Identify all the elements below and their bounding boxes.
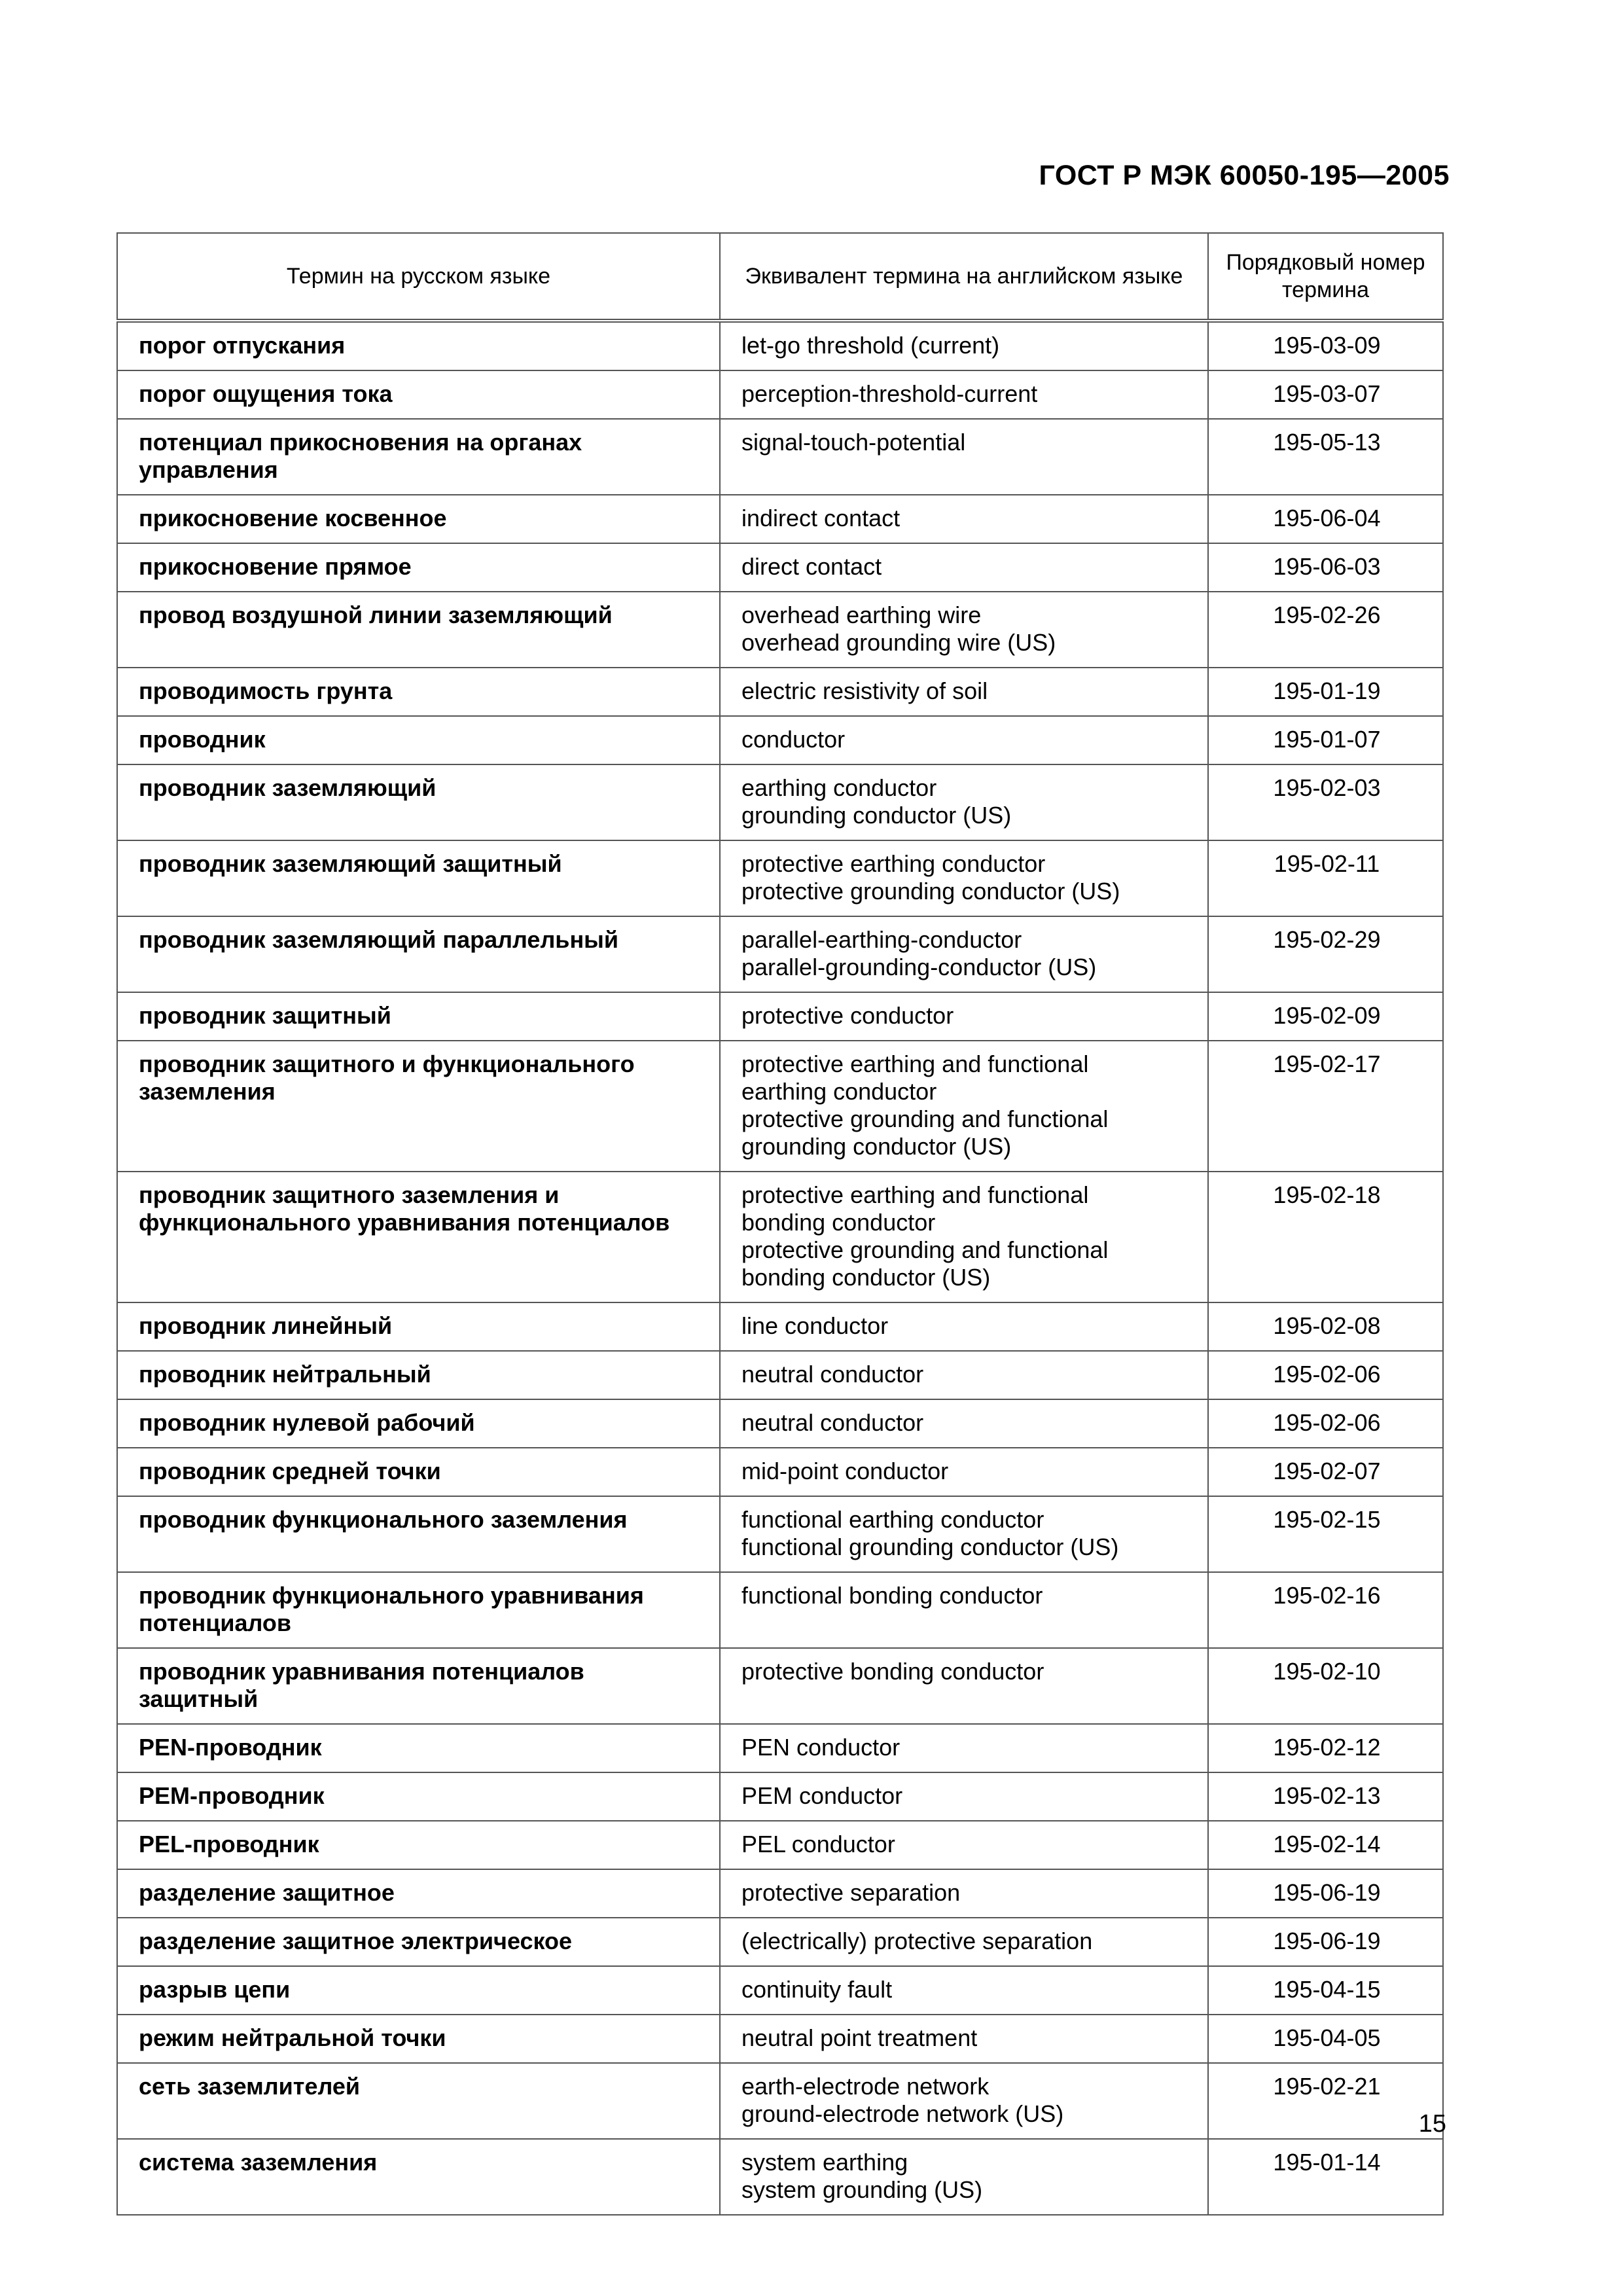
russian-term-cell: проводник защитный	[117, 992, 720, 1041]
page-number: 15	[1418, 2110, 1446, 2138]
russian-term-cell: порог ощущения тока	[117, 370, 720, 419]
english-equivalent-cell: functional earthing conductor functional grounding conductor (US)	[720, 1496, 1208, 1572]
english-equivalent-cell: overhead earthing wire overhead grounding wire (US)	[720, 592, 1208, 668]
russian-term-cell: проводник средней точки	[117, 1448, 720, 1496]
term-number-cell: 195-02-29	[1208, 916, 1443, 992]
terms-table	[116, 232, 1444, 2215]
russian-term-cell: режим нейтральной точки	[117, 2015, 720, 2063]
term-number-cell: 195-02-07	[1208, 1448, 1443, 1496]
english-equivalent-cell: system earthing system grounding (US)	[720, 2139, 1208, 2215]
term-number-cell: 195-03-09	[1208, 321, 1443, 370]
column-header-term-number: Порядковый номер термина	[1208, 233, 1443, 321]
table-row	[117, 495, 1443, 543]
english-equivalent-cell: parallel-earthing-conductor parallel-grounding-conductor (US)	[720, 916, 1208, 992]
russian-term-cell: проводник функционального заземления	[117, 1496, 720, 1572]
term-number-cell: 195-04-15	[1208, 1966, 1443, 2015]
table-row	[117, 1966, 1443, 2015]
table-row	[117, 764, 1443, 840]
table-row	[117, 1399, 1443, 1448]
table-row	[117, 321, 1443, 370]
russian-term-cell: PEL-проводник	[117, 1821, 720, 1869]
table-row	[117, 1724, 1443, 1772]
table-row	[117, 1821, 1443, 1869]
english-equivalent-cell: protective earthing and functional earthing conductor protective grounding and functional grounding conductor (US)	[720, 1041, 1208, 1172]
term-number-cell: 195-02-15	[1208, 1496, 1443, 1572]
document-header: ГОСТ Р МЭК 60050-195—2005	[1039, 160, 1450, 191]
english-equivalent-cell: signal-touch-potential	[720, 419, 1208, 495]
english-equivalent-cell: PEM conductor	[720, 1772, 1208, 1821]
russian-term-cell: проводник уравнивания потенциалов защитный	[117, 1648, 720, 1724]
english-equivalent-cell: protective conductor	[720, 992, 1208, 1041]
term-number-cell: 195-02-10	[1208, 1648, 1443, 1724]
term-number-cell: 195-02-16	[1208, 1572, 1443, 1648]
english-equivalent-cell: line conductor	[720, 1302, 1208, 1351]
english-equivalent-cell: conductor	[720, 716, 1208, 764]
table-row	[117, 1172, 1443, 1302]
term-number-cell: 195-06-19	[1208, 1869, 1443, 1918]
table-row	[117, 419, 1443, 495]
english-equivalent-cell: PEN conductor	[720, 1724, 1208, 1772]
russian-term-cell: порог отпускания	[117, 321, 720, 370]
russian-term-cell: прикосновение прямое	[117, 543, 720, 592]
english-equivalent-cell: protective bonding conductor	[720, 1648, 1208, 1724]
term-number-cell: 195-04-05	[1208, 2015, 1443, 2063]
table-row	[117, 2015, 1443, 2063]
table-row	[117, 716, 1443, 764]
english-equivalent-cell: PEL conductor	[720, 1821, 1208, 1869]
english-equivalent-cell: earthing conductor grounding conductor (US)	[720, 764, 1208, 840]
russian-term-cell: проводимость грунта	[117, 668, 720, 716]
russian-term-cell: проводник функционального уравнивания потенциалов	[117, 1572, 720, 1648]
russian-term-cell: проводник защитного и функционального заземления	[117, 1041, 720, 1172]
russian-term-cell: проводник заземляющий параллельный	[117, 916, 720, 992]
term-number-cell: 195-06-19	[1208, 1918, 1443, 1966]
english-equivalent-cell: continuity fault	[720, 1966, 1208, 2015]
english-equivalent-cell: electric resistivity of soil	[720, 668, 1208, 716]
russian-term-cell: проводник защитного заземления и функционального уравнивания потенциалов	[117, 1172, 720, 1302]
term-number-cell: 195-02-11	[1208, 840, 1443, 916]
english-equivalent-cell: direct contact	[720, 543, 1208, 592]
term-number-cell: 195-02-13	[1208, 1772, 1443, 1821]
russian-term-cell: проводник заземляющий защитный	[117, 840, 720, 916]
table-row	[117, 1572, 1443, 1648]
term-number-cell: 195-01-19	[1208, 668, 1443, 716]
table-row	[117, 1648, 1443, 1724]
column-header-english-equivalent: Эквивалент термина на английском языке	[720, 233, 1208, 321]
english-equivalent-cell: neutral point treatment	[720, 2015, 1208, 2063]
table-row	[117, 840, 1443, 916]
table-row	[117, 1041, 1443, 1172]
column-header-russian-term: Термин на русском языке	[117, 233, 720, 321]
english-equivalent-cell: neutral conductor	[720, 1351, 1208, 1399]
table-header	[117, 233, 1443, 321]
term-number-cell: 195-02-17	[1208, 1041, 1443, 1172]
table-row	[117, 370, 1443, 419]
term-number-cell: 195-02-06	[1208, 1399, 1443, 1448]
russian-term-cell: разделение защитное	[117, 1869, 720, 1918]
term-number-cell: 195-01-07	[1208, 716, 1443, 764]
russian-term-cell: разрыв цепи	[117, 1966, 720, 2015]
table-row	[117, 1918, 1443, 1966]
english-equivalent-cell: protective separation	[720, 1869, 1208, 1918]
russian-term-cell: сеть заземлителей	[117, 2063, 720, 2139]
term-number-cell: 195-02-21	[1208, 2063, 1443, 2139]
russian-term-cell: проводник нулевой рабочий	[117, 1399, 720, 1448]
russian-term-cell: провод воздушной линии заземляющий	[117, 592, 720, 668]
table-row	[117, 1869, 1443, 1918]
english-equivalent-cell: protective earthing conductor protective grounding conductor (US)	[720, 840, 1208, 916]
table-row	[117, 1772, 1443, 1821]
english-equivalent-cell: earth-electrode network ground-electrode network (US)	[720, 2063, 1208, 2139]
english-equivalent-cell: let-go threshold (current)	[720, 321, 1208, 370]
russian-term-cell: PEN-проводник	[117, 1724, 720, 1772]
term-number-cell: 195-02-08	[1208, 1302, 1443, 1351]
table-row	[117, 992, 1443, 1041]
russian-term-cell: проводник линейный	[117, 1302, 720, 1351]
table-row	[117, 543, 1443, 592]
table-row	[117, 668, 1443, 716]
term-number-cell: 195-03-07	[1208, 370, 1443, 419]
table-row	[117, 2063, 1443, 2139]
term-number-cell: 195-06-04	[1208, 495, 1443, 543]
term-number-cell: 195-02-14	[1208, 1821, 1443, 1869]
english-equivalent-cell: functional bonding conductor	[720, 1572, 1208, 1648]
russian-term-cell: PEM-проводник	[117, 1772, 720, 1821]
russian-term-cell: прикосновение косвенное	[117, 495, 720, 543]
russian-term-cell: потенциал прикосновения на органах управления	[117, 419, 720, 495]
table-row	[117, 2139, 1443, 2215]
table-row	[117, 1351, 1443, 1399]
english-equivalent-cell: neutral conductor	[720, 1399, 1208, 1448]
table-row	[117, 1496, 1443, 1572]
russian-term-cell: разделение защитное электрическое	[117, 1918, 720, 1966]
table-row	[117, 1448, 1443, 1496]
term-number-cell: 195-02-12	[1208, 1724, 1443, 1772]
term-number-cell: 195-02-18	[1208, 1172, 1443, 1302]
russian-term-cell: система заземления	[117, 2139, 720, 2215]
english-equivalent-cell: (electrically) protective separation	[720, 1918, 1208, 1966]
russian-term-cell: проводник	[117, 716, 720, 764]
russian-term-cell: проводник нейтральный	[117, 1351, 720, 1399]
term-number-cell: 195-02-06	[1208, 1351, 1443, 1399]
table-row	[117, 592, 1443, 668]
english-equivalent-cell: protective earthing and functional bonding conductor protective grounding and functional bonding conductor (US)	[720, 1172, 1208, 1302]
table-body	[117, 321, 1443, 2215]
term-number-cell: 195-05-13	[1208, 419, 1443, 495]
term-number-cell: 195-02-09	[1208, 992, 1443, 1041]
english-equivalent-cell: perception-threshold-current	[720, 370, 1208, 419]
term-number-cell: 195-02-03	[1208, 764, 1443, 840]
term-number-cell: 195-02-26	[1208, 592, 1443, 668]
english-equivalent-cell: indirect contact	[720, 495, 1208, 543]
russian-term-cell: проводник заземляющий	[117, 764, 720, 840]
header-row	[117, 233, 1443, 321]
term-number-cell: 195-06-03	[1208, 543, 1443, 592]
english-equivalent-cell: mid-point conductor	[720, 1448, 1208, 1496]
table-row	[117, 916, 1443, 992]
term-number-cell: 195-01-14	[1208, 2139, 1443, 2215]
table-row	[117, 1302, 1443, 1351]
